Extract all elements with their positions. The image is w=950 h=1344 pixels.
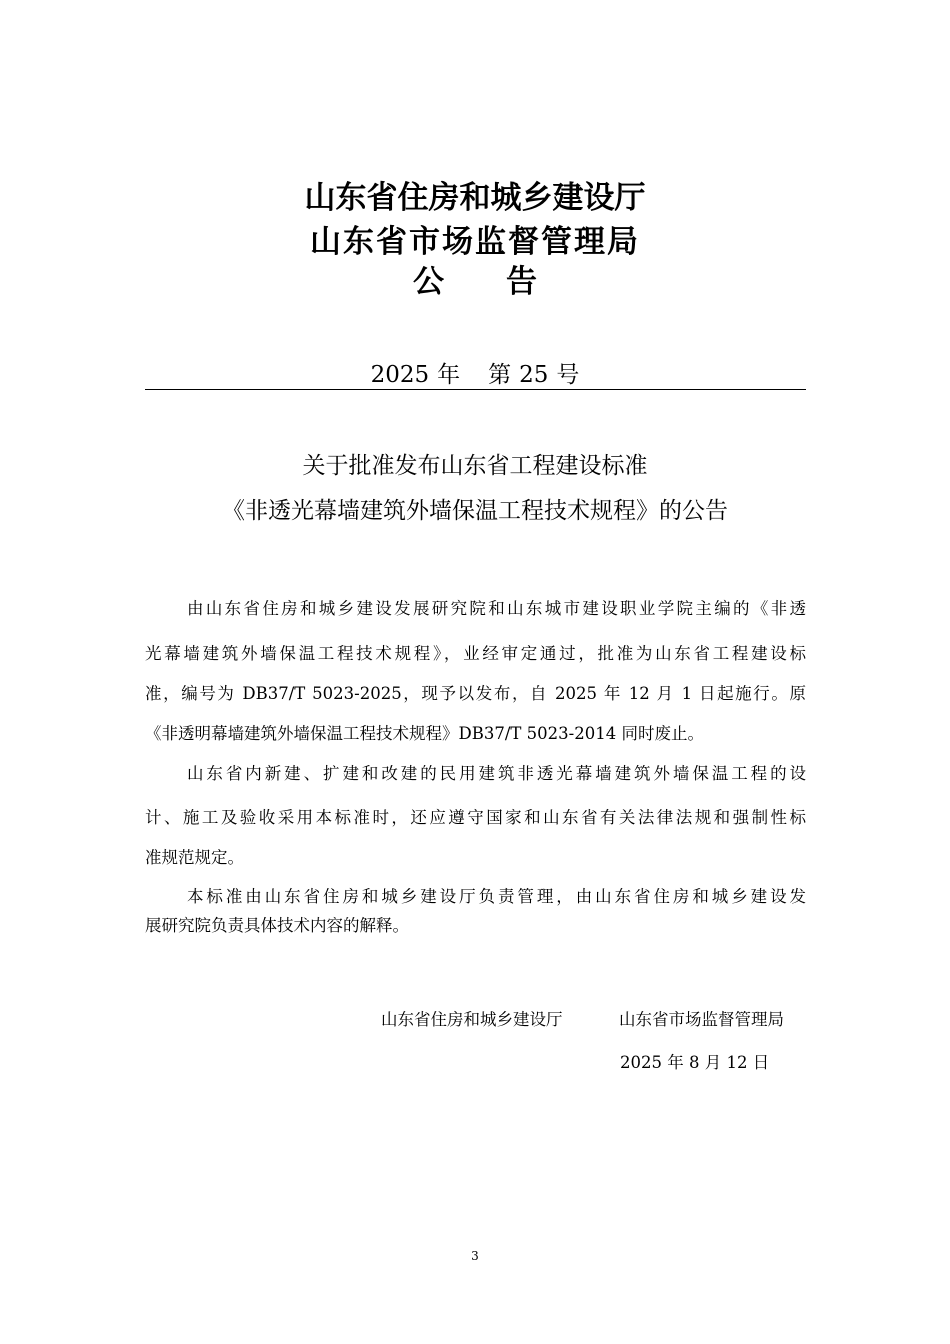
page-number: 3: [471, 1249, 479, 1263]
signature-date: 2025 年 8 月 12 日: [620, 1053, 770, 1072]
issuer-title-housing-department: 山东省住房和城乡建设厅: [304, 180, 646, 216]
signature-org-housing-department: 山东省住房和城乡建设厅: [381, 1010, 563, 1029]
subject-line-1: 关于批准发布山东省工程建设标准: [302, 453, 648, 479]
issuer-title-market-regulation: 山东省市场监督管理局: [310, 224, 640, 260]
paragraph-1-line-2: 光幕墙建筑外墙保温工程技术规程》，业经审定通过，批准为山东省工程建设标: [145, 644, 806, 663]
paragraph-1-line-3: 准，编号为 DB37/T 5023-2025，现予以发布，自 2025 年 12 月 1 日起施行。原: [145, 684, 806, 703]
paragraph-1-line-4: 《非透明幕墙建筑外墙保温工程技术规程》DB37/T 5023-2014 同时废止。: [145, 724, 704, 743]
doc-number-suffix: 号: [556, 362, 580, 388]
doc-number-year: 2025: [370, 362, 430, 388]
subject-line-2: 《非透光幕墙建筑外墙保温工程技术规程》的公告: [222, 498, 728, 524]
document-type-heading: [0, 262, 950, 302]
document-type-char-2: 告: [506, 264, 537, 300]
paragraph-2-line-1: 山东省内新建、扩建和改建的民用建筑非透光幕墙建筑外墙保温工程的设: [187, 764, 806, 783]
paragraph-2-line-2: 计、施工及验收采用本标准时，还应遵守国家和山东省有关法律法规和强制性标: [145, 808, 806, 827]
document-type-char-1: 公: [413, 264, 444, 300]
paragraph-3-line-1: 本标准由山东省住房和城乡建设厅负责管理，由山东省住房和城乡建设发: [187, 887, 806, 906]
doc-number-prefix: 第: [488, 362, 512, 388]
document-number: [0, 360, 950, 390]
doc-number-value: 25: [519, 362, 549, 388]
paragraph-3-line-2: 展研究院负责具体技术内容的解释。: [145, 916, 409, 935]
paragraph-1-line-1: 由山东省住房和城乡建设发展研究院和山东城市建设职业学院主编的《非透: [187, 599, 806, 618]
header-divider: [145, 389, 806, 390]
paragraph-2-line-3: 准规范规定。: [145, 848, 244, 867]
signature-org-market-regulation: 山东省市场监督管理局: [619, 1010, 784, 1029]
doc-number-year-unit: 年: [437, 362, 461, 388]
